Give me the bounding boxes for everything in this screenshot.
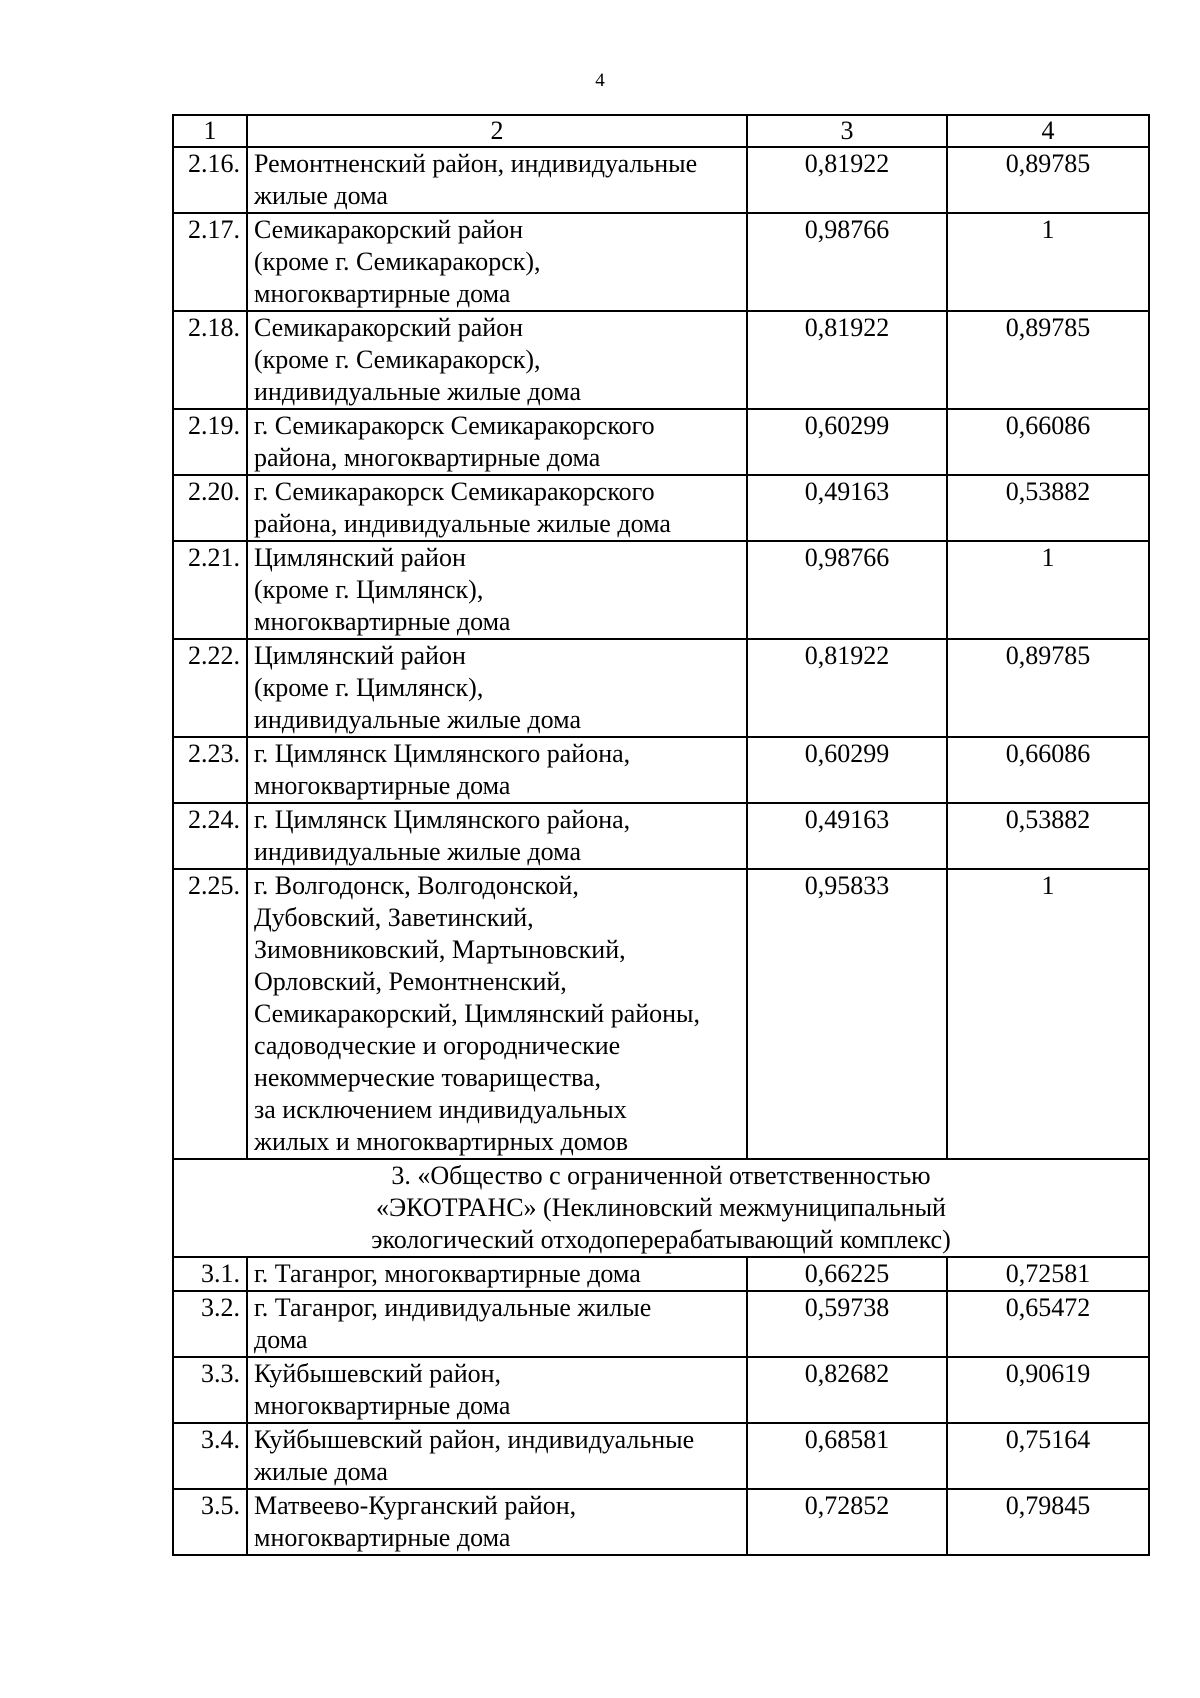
table-row xyxy=(173,1357,1149,1423)
row-value-4: 1 xyxy=(947,869,1149,1159)
table-row xyxy=(173,1257,1149,1291)
row-value-4: 0,65472 xyxy=(947,1291,1149,1357)
row-number: 2.25. xyxy=(173,869,247,1159)
row-name: г. Семикаракорск Семикаракорского района, многоквартирные дома xyxy=(247,409,747,475)
row-value-3: 0,82682 xyxy=(747,1357,947,1423)
row-name: Цимлянский район (кроме г. Цимлянск), многоквартирные дома xyxy=(247,541,747,639)
row-value-4: 1 xyxy=(947,541,1149,639)
row-number: 2.23. xyxy=(173,737,247,803)
row-number: 2.21. xyxy=(173,541,247,639)
row-value-3: 0,81922 xyxy=(747,311,947,409)
row-number: 3.2. xyxy=(173,1291,247,1357)
row-number: 2.16. xyxy=(173,147,247,213)
row-name: Куйбышевский район, индивидуальные жилые дома xyxy=(247,1423,747,1489)
table-header-row xyxy=(173,115,1149,147)
row-name: Семикаракорский район (кроме г. Семикаракорск), индивидуальные жилые дома xyxy=(247,311,747,409)
table-row xyxy=(173,869,1149,1159)
section-row xyxy=(173,1159,1149,1257)
row-value-3: 0,95833 xyxy=(747,869,947,1159)
row-value-4: 0,53882 xyxy=(947,803,1149,869)
row-number: 3.4. xyxy=(173,1423,247,1489)
row-value-3: 0,72852 xyxy=(747,1489,947,1555)
row-value-3: 0,49163 xyxy=(747,803,947,869)
row-name: Цимлянский район (кроме г. Цимлянск), индивидуальные жилые дома xyxy=(247,639,747,737)
row-name: Куйбышевский район, многоквартирные дома xyxy=(247,1357,747,1423)
header-cell: 2 xyxy=(247,115,747,147)
page-number: 4 xyxy=(595,70,605,91)
table-row xyxy=(173,541,1149,639)
row-value-3: 0,59738 xyxy=(747,1291,947,1357)
table-row xyxy=(173,1423,1149,1489)
row-name: г. Цимлянск Цимлянского района, многоквартирные дома xyxy=(247,737,747,803)
row-value-4: 0,79845 xyxy=(947,1489,1149,1555)
row-number: 2.24. xyxy=(173,803,247,869)
row-name: Матвеево-Курганский район, многоквартирные дома xyxy=(247,1489,747,1555)
row-value-3: 0,98766 xyxy=(747,213,947,311)
table-row xyxy=(173,409,1149,475)
row-value-4: 0,89785 xyxy=(947,311,1149,409)
row-value-4: 1 xyxy=(947,213,1149,311)
row-value-3: 0,49163 xyxy=(747,475,947,541)
row-number: 2.18. xyxy=(173,311,247,409)
row-value-4: 0,72581 xyxy=(947,1257,1149,1291)
header-cell: 3 xyxy=(747,115,947,147)
row-value-4: 0,66086 xyxy=(947,737,1149,803)
row-name: г. Цимлянск Цимлянского района, индивидуальные жилые дома xyxy=(247,803,747,869)
row-value-3: 0,60299 xyxy=(747,737,947,803)
row-value-3: 0,81922 xyxy=(747,147,947,213)
row-number: 3.3. xyxy=(173,1357,247,1423)
row-value-3: 0,98766 xyxy=(747,541,947,639)
table-row xyxy=(173,213,1149,311)
row-number: 2.20. xyxy=(173,475,247,541)
row-value-3: 0,68581 xyxy=(747,1423,947,1489)
row-number: 3.5. xyxy=(173,1489,247,1555)
table-row xyxy=(173,639,1149,737)
row-name: Ремонтненский район, индивидуальные жилые дома xyxy=(247,147,747,213)
table-row xyxy=(173,475,1149,541)
table-row xyxy=(173,311,1149,409)
row-value-4: 0,75164 xyxy=(947,1423,1149,1489)
table-row xyxy=(173,1291,1149,1357)
row-name: г. Таганрог, индивидуальные жилые дома xyxy=(247,1291,747,1357)
table-row xyxy=(173,147,1149,213)
row-name: г. Таганрог, многоквартирные дома xyxy=(247,1257,747,1291)
row-value-4: 0,90619 xyxy=(947,1357,1149,1423)
header-cell: 4 xyxy=(947,115,1149,147)
row-name: Семикаракорский район (кроме г. Семикаракорск), многоквартирные дома xyxy=(247,213,747,311)
row-number: 2.19. xyxy=(173,409,247,475)
table-row xyxy=(173,1489,1149,1555)
row-value-4: 0,89785 xyxy=(947,147,1149,213)
row-number: 3.1. xyxy=(173,1257,247,1291)
row-value-4: 0,66086 xyxy=(947,409,1149,475)
tariff-table xyxy=(172,114,1150,1556)
row-value-4: 0,89785 xyxy=(947,639,1149,737)
row-number: 2.22. xyxy=(173,639,247,737)
row-value-3: 0,81922 xyxy=(747,639,947,737)
table-row xyxy=(173,803,1149,869)
section-heading: 3. «Общество с ограниченной ответственностью «ЭКОТРАНС» (Неклиновский межмуниципальный экологический отходоперерабатывающий комплекс) xyxy=(173,1159,1149,1257)
row-name: г. Волгодонск, Волгодонской, Дубовский, Заветинский, Зимовниковский, Мартыновский, Орловский, Ремонтненский, Семикаракорский, Цимлянский районы, садоводческие и огороднические некоммерческие товарищества, за исключением индивидуальных жилых и многоквартирных домов xyxy=(247,869,747,1159)
header-cell: 1 xyxy=(173,115,247,147)
row-value-4: 0,53882 xyxy=(947,475,1149,541)
row-name: г. Семикаракорск Семикаракорского района, индивидуальные жилые дома xyxy=(247,475,747,541)
row-value-3: 0,60299 xyxy=(747,409,947,475)
row-number: 2.17. xyxy=(173,213,247,311)
table-row xyxy=(173,737,1149,803)
row-value-3: 0,66225 xyxy=(747,1257,947,1291)
